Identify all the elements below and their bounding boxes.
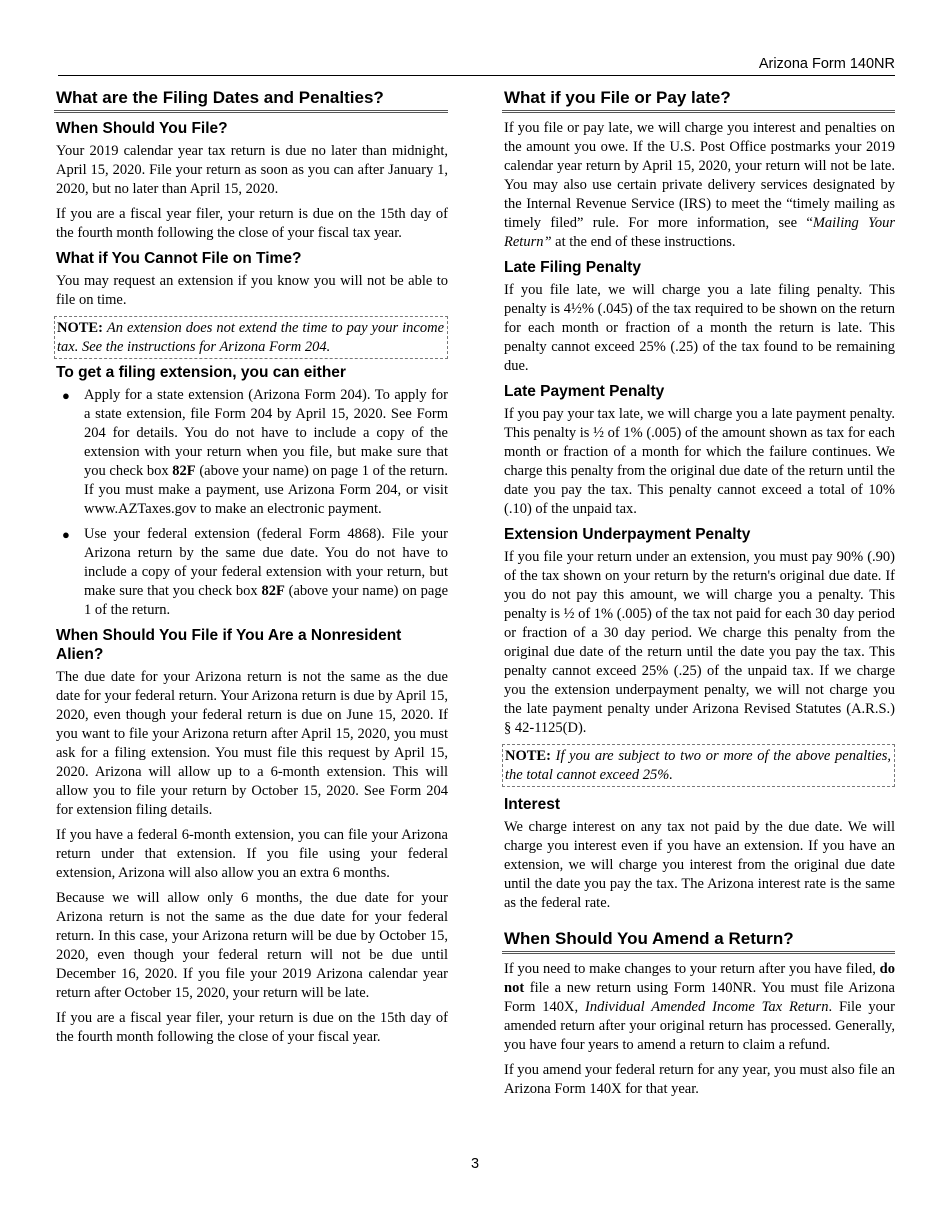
intro-text: If you file or pay late, we will charge you interest and penalties on the amount you owe. If the U.S. Post Office postmarks your 2019 calendar year return by April 15, 2020, your return will not be late. You may also use certain private delivery services designated by the Internal Revenue Service (IRS) to meet the “timely mailing as timely filed” rule. For more information, see “ (504, 120, 895, 231)
note-penalties (502, 744, 895, 787)
paragraph-request-extension: You may request an extension if you know you will not be able to file on time. (56, 273, 448, 308)
bullet-text: Use your federal extension (federal Form 4868). File your Arizona return by the same due date. You do not have to include a copy of your federal extension with your return, but make sure that you check box (84, 526, 448, 599)
intro-text: at the end of these instructions. (551, 234, 736, 250)
heading-extension-underpayment: Extension Underpayment Penalty (504, 526, 751, 543)
paragraph-file-pay-late-intro (502, 119, 895, 252)
extension-options-list (54, 386, 448, 620)
heading-late-payment-penalty: Late Payment Penalty (504, 383, 665, 400)
bullet-text: Apply for a state extension (Arizona Form 204). To apply for a state extension, file Form 204 by April 15, 2020. See Form 204 for details. You do not have to include a copy of the extension with your return when you file, but make sure that you check box (84, 387, 448, 479)
bullet-bold: 82F (172, 463, 196, 479)
bullet-icon: ● (62, 527, 70, 542)
note-extension (54, 316, 448, 359)
heading-late-filing-penalty: Late Filing Penalty (504, 259, 641, 276)
paragraph-late-payment: If you pay your tax late, we will charge you a late payment penalty. This penalty is ½ of 1% (.005) of the amount shown as tax for each month or fraction of a month for which the failure continues. We charge this penalty from the original due date of the return until the date you pay the tax. This penalty cannot exceed a total of 10% (.10) of the unpaid tax. (504, 406, 895, 517)
bullet-text: (above your name) on page 1 of the return. If you must make a payment, use Arizona Form 204, or visit www.AZTaxes.gov to make an electronic payment. (84, 463, 449, 517)
spacer (502, 919, 895, 927)
heading-nonresident-alien: When Should You File if You Are a Nonresident Alien? (56, 627, 402, 663)
header-rule (58, 75, 895, 76)
paragraph-late-filing: If you file late, we will charge you a late filing penalty. This penalty is 4½% (.045) of the tax required to be shown on the return for each month or fraction of a month the return is late. This penalty cannot exceed 25% (.25) of the tax found to be remaining due. (504, 282, 895, 374)
list-item-state-extension (54, 386, 448, 519)
paragraph-extension-underpayment: If you file your return under an extension, you must pay 90% (.90) of the tax shown on your return by the return's original due date. If you do not pay this amount, we will charge you a penalty. This penalty is ½ of 1% (.005) of the tax not paid for each 30 day period or fraction of a 30 day period. We charge this penalty from the original due date of the return until the date you pay the tax. This penalty cannot exceed 25% (.25) of the unpaid tax. If we charge you the extension underpayment penalty, we will not charge you the late payment penalty under Arizona Revised Statutes (A.R.S.) § 42-1125(D). (504, 549, 895, 736)
amend-text: If you need to make changes to your return after you have filed, (504, 961, 880, 977)
paragraph-only-6-months: Because we will allow only 6 months, the due date for your Arizona return is not the same as the due date for your federal return. In this case, your Arizona return will be due by October 15, 2020, even though your federal return will not be due until December 16, 2020. If you file your 2019 Arizona calendar year return after October 15, 2020, your return will be late. (56, 890, 448, 1001)
amend-bold: do not (504, 961, 895, 996)
heading-interest: Interest (504, 796, 560, 813)
paragraph-nonresident-due-date: The due date for your Arizona return is not the same as the due date for your federal return. Your Arizona return is due by April 15, 2020, even though your federal return is due on June 15, 2020. If you want to file your Arizona return after April 15, 2020, you must ask for a filing extension. You must file this request by April 15, 2020. Arizona will allow up to a 6-month extension. This will allow you to file your return by October 15, 2020. See Form 204 for extension filing details. (56, 669, 448, 818)
note-label: NOTE: (505, 748, 551, 764)
paragraph-fiscal-year-nonresident: If you are a fiscal year filer, your return is due on the 15th day of the fourth month following the close of your fiscal year. (56, 1010, 448, 1045)
section-title-amend-return: When Should You Amend a Return? (502, 927, 895, 954)
section-title-filing-dates: What are the Filing Dates and Penalties? (54, 86, 448, 113)
bullet-bold: 82F (261, 583, 285, 599)
paragraph-amend (502, 960, 895, 1055)
intro-italic: Mailing Your Return” (504, 215, 895, 250)
paragraph-fiscal-year: If you are a fiscal year filer, your return is due on the 15th day of the fourth month following the close of your fiscal tax year. (56, 206, 448, 241)
bullet-text: (above your name) on page 1 of the return. (84, 583, 448, 618)
right-column (502, 86, 895, 1105)
paragraph-interest: We charge interest on any tax not paid by the due date. We will charge you interest even if you have an extension. If you have an extension, we will charge you interest from the original due date until the date you pay the tax. The Arizona interest rate is the same as the federal rate. (504, 819, 895, 911)
paragraph-federal-6-month: If you have a federal 6-month extension, you can file your Arizona return under that extension. If you file using your federal extension, Arizona will also allow you an extra 6 months. (56, 827, 448, 881)
amend-text: file a new return using Form 140NR. You must file Arizona Form 140X, (504, 980, 895, 1015)
amend-italic: Individual Amended Income Tax Return (585, 999, 829, 1015)
page-number: 3 (470, 1156, 480, 1172)
paragraph-due-date: Your 2019 calendar year tax return is due no later than midnight, April 15, 2020. File your return as soon as you can after January 1, 2020, but no later than April 15, 2020. (56, 143, 448, 197)
note-text: An extension does not extend the time to pay your income tax. See the instructions for Arizona Form 204. (57, 320, 445, 355)
section-title-file-pay-late: What if you File or Pay late? (502, 86, 895, 113)
note-text: If you are subject to two or more of the above penalties, the total cannot exceed 25%. (505, 748, 891, 783)
bullet-icon: ● (62, 388, 70, 403)
heading-when-should-you-file: When Should You File? (56, 120, 228, 137)
heading-get-extension: To get a filing extension, you can either (56, 364, 346, 381)
heading-cannot-file-on-time: What if You Cannot File on Time? (56, 250, 302, 267)
left-column (54, 86, 448, 1053)
note-label: NOTE: (57, 320, 103, 336)
form-name-header: Arizona Form 140NR (758, 56, 895, 72)
paragraph-amend-federal: If you amend your federal return for any year, you must also file an Arizona Form 140X for that year. (504, 1062, 895, 1097)
amend-text: . File your amended return after your original return has processed. Generally, you have four years to amend a return to claim a refund. (504, 999, 895, 1053)
list-item-federal-extension (54, 525, 448, 620)
